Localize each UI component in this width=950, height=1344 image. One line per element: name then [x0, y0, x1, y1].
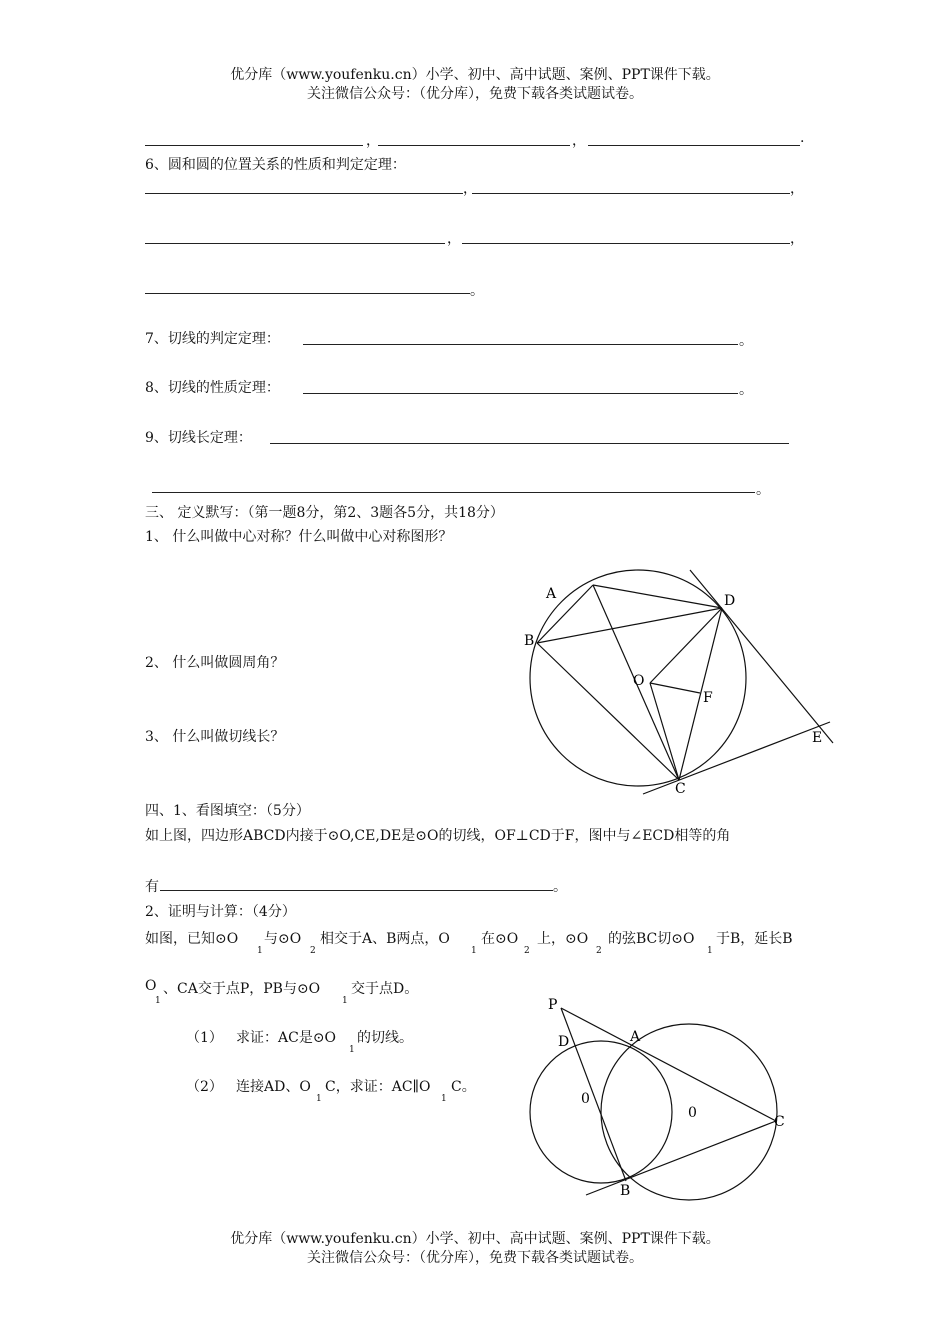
end-full-stop: 。: [553, 879, 567, 895]
q2-text-part: 与⊙O: [264, 931, 302, 947]
separator-comma: ，: [572, 133, 586, 149]
subscript: 1: [471, 946, 477, 956]
label-a: A: [546, 586, 557, 602]
q2-text-part: 交于点D。: [351, 981, 419, 997]
q2-text-part: 如图，已知⊙O: [145, 931, 239, 947]
part-2-tail: C。: [451, 1079, 476, 1095]
separator-comma: ，: [447, 231, 461, 247]
subscript: 2: [596, 946, 602, 956]
subscript: 1: [342, 996, 348, 1006]
question-8-label: 8、切线的性质定理：: [145, 380, 280, 396]
segment-of: [650, 683, 700, 693]
question-9-label: 9、切线长定理：: [145, 430, 252, 446]
header-line-2: 关注微信公众号：（优分库），免费下载各类试题试卷。: [307, 86, 643, 102]
end-full-stop: 。: [739, 382, 753, 398]
part-2-text: 连接AD、O: [236, 1079, 311, 1095]
subscript: 1: [441, 1094, 447, 1104]
end-full-stop: 。: [756, 482, 770, 498]
segment-bc: [537, 643, 679, 780]
answer-blank[interactable]: [145, 193, 463, 194]
label-c: C: [774, 1114, 785, 1130]
subscript: 1: [349, 1045, 355, 1055]
answer-blank[interactable]: [378, 145, 570, 146]
answer-blank[interactable]: [303, 344, 738, 345]
q2-text-part: 的弦BC切⊙O: [608, 931, 695, 947]
label-b: B: [620, 1183, 631, 1199]
answer-blank[interactable]: [145, 145, 363, 146]
label-p: P: [548, 997, 558, 1013]
footer-line-1: 优分库（www.youfenku.cn）小学、初中、高中试题、案例、PPT课件下载。: [230, 1231, 720, 1247]
question-6-label: 6、圆和圆的位置关系的性质和判定定理：: [145, 157, 406, 173]
separator-comma: ，: [790, 181, 804, 197]
answer-blank[interactable]: [145, 293, 470, 294]
separator-comma: ，: [463, 181, 477, 197]
answer-blank[interactable]: [270, 443, 789, 444]
end-period: .: [800, 130, 805, 146]
part-2-mid: C，求证：AC∥O: [325, 1079, 431, 1095]
part-2-number: （2）: [186, 1079, 223, 1095]
tangent-de: [690, 570, 833, 743]
end-full-stop: 。: [739, 333, 753, 349]
section-4-question-2-title: 2、证明与计算：（4分）: [145, 904, 296, 920]
section-3-title: 三、 定义默写：（第一题8分，第2、3题各5分，共18分）: [145, 505, 504, 521]
subscript: 2: [524, 946, 530, 956]
section-3-question-3: 3、 什么叫做切线长？: [145, 729, 285, 745]
part-1-number: （1）: [186, 1030, 223, 1046]
subscript: 1: [155, 996, 161, 1006]
label-d: D: [558, 1034, 570, 1050]
footer-line-2: 关注微信公众号：（优分库），免费下载各类试题试卷。: [307, 1250, 643, 1266]
label-o2: 0: [688, 1105, 697, 1121]
answer-blank[interactable]: [472, 193, 790, 194]
segment-cd: [679, 608, 722, 780]
label-f: F: [703, 690, 713, 706]
subscript: 1: [257, 946, 263, 956]
section-4-answer-prefix: 有: [145, 879, 159, 895]
part-1-tail: 的切线。: [357, 1030, 413, 1046]
tangent-ce: [643, 722, 830, 794]
label-a: A: [630, 1029, 641, 1045]
separator-comma: ，: [366, 133, 380, 149]
part-1-text: 求证：AC是⊙O: [236, 1030, 337, 1046]
figure-2-intersecting-circles: [520, 990, 800, 1205]
label-o: O: [633, 673, 645, 689]
figure-1-cyclic-quadrilateral: [500, 560, 850, 800]
answer-blank[interactable]: [588, 145, 800, 146]
label-e: E: [812, 730, 823, 746]
segment-pc: [561, 1008, 776, 1121]
answer-blank[interactable]: [152, 492, 755, 493]
q2-text-part: 上，⊙O: [537, 931, 589, 947]
label-o1: 0: [581, 1091, 590, 1107]
q2-text-part: O: [145, 978, 157, 994]
q2-text-part: 相交于A、B两点，O: [320, 931, 450, 947]
answer-blank[interactable]: [462, 243, 790, 244]
question-7-label: 7、切线的判定定理：: [145, 331, 280, 347]
section-3-question-1: 1、 什么叫做中心对称？什么叫做中心对称图形？: [145, 529, 453, 545]
subscript: 1: [707, 946, 713, 956]
label-b: B: [524, 633, 535, 649]
separator-comma: ，: [790, 231, 804, 247]
answer-blank[interactable]: [303, 393, 738, 394]
end-full-stop: 。: [470, 283, 484, 299]
subscript: 2: [310, 946, 316, 956]
subscript: 1: [316, 1094, 322, 1104]
answer-blank[interactable]: [160, 890, 553, 891]
q2-text-part: 、CA交于点P，PB与⊙O: [163, 981, 321, 997]
label-d: D: [724, 593, 736, 609]
q2-text-part: 于B，延长B: [716, 931, 793, 947]
header-line-1: 优分库（www.youfenku.cn）小学、初中、高中试题、案例、PPT课件下载。: [230, 67, 720, 83]
section-4-question-1-text: 如上图，四边形ABCD内接于⊙O,CE,DE是⊙O的切线，OF⊥CD于F，图中与∠ECD相等的角: [145, 828, 731, 844]
q2-text-part: 在⊙O: [481, 931, 519, 947]
section-4-title: 四、1、看图填空：（5分）: [145, 803, 310, 819]
answer-blank[interactable]: [145, 243, 445, 244]
section-3-question-2: 2、 什么叫做圆周角？: [145, 655, 285, 671]
label-c: C: [675, 781, 686, 797]
segment-da: [593, 585, 722, 608]
segment-pb: [561, 1008, 626, 1181]
